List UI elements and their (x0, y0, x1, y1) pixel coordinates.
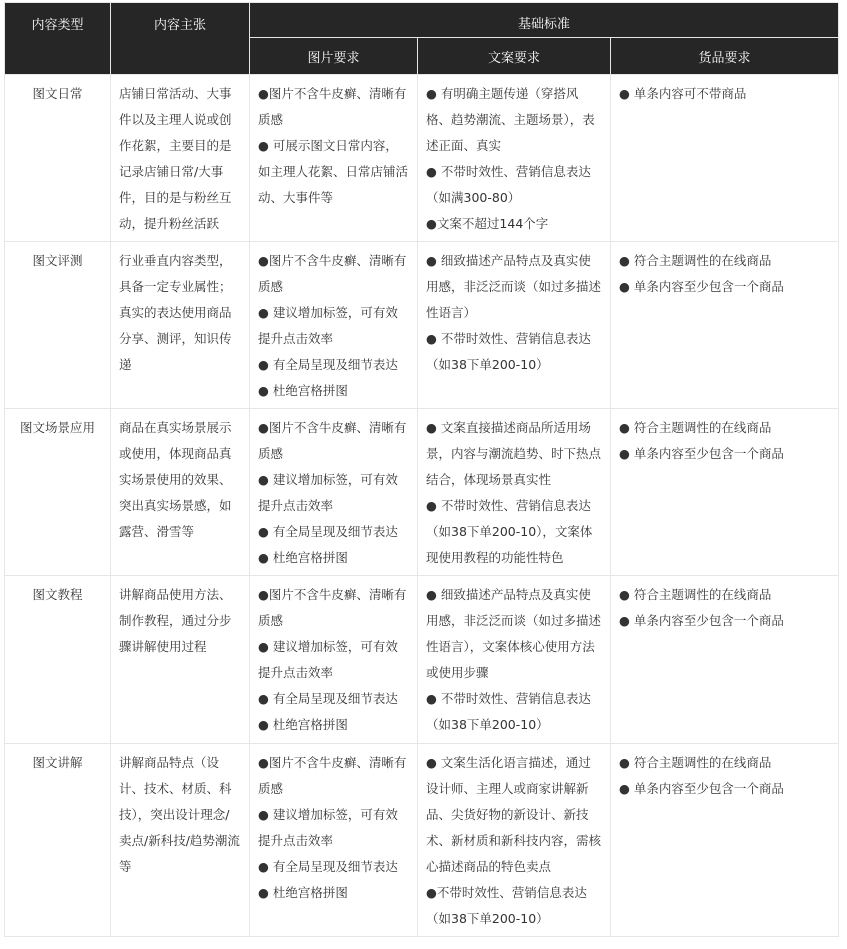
requirement-item: ● 文案直接描述商品所适用场景，内容与潮流趋势、时下热点结合，体现场景真实性 (426, 420, 602, 487)
content-claim-cell: 商品在真实场景展示或使用，体现商品真实场景使用的效果、突出真实场景感，如露营、滑雪等 (111, 409, 250, 576)
requirement-item: ● 单条内容至少包含一个商品 (619, 613, 784, 628)
header-copy-requirements: 文案要求 (418, 38, 611, 75)
requirement-item: ● 单条内容至少包含一个商品 (619, 446, 784, 461)
header-basic-standard: 基础标准 (250, 3, 839, 38)
image-requirements-cell (250, 744, 418, 937)
content-type-cell: 图文教程 (5, 576, 111, 744)
requirement-item: ● 不带时效性、营销信息表达（如满300-80） (426, 164, 591, 205)
requirement-item: ● 建议增加标签，可有效提升点击效率 (258, 807, 398, 848)
copy-requirements-cell (418, 409, 611, 576)
goods-requirements-cell (611, 409, 839, 576)
requirement-item: ●图片不含牛皮癣、清晰有质感 (258, 86, 407, 127)
content-standards-table (4, 2, 839, 937)
table-row (5, 75, 839, 242)
requirement-item: ● 杜绝宫格拼图 (258, 885, 348, 900)
goods-requirements-cell (611, 75, 839, 242)
requirement-item: ●图片不含牛皮癣、清晰有质感 (258, 755, 407, 796)
content-claim-cell: 讲解商品使用方法、制作教程，通过分步骤讲解使用过程 (111, 576, 250, 744)
requirement-item: ● 细致描述产品特点及真实使用感，非泛泛而谈（如过多描述性语言） (426, 253, 602, 320)
requirement-item: ● 符合主题调性的在线商品 (619, 587, 772, 602)
requirement-item: ● 有全局呈现及细节表达 (258, 357, 398, 372)
requirement-item: ● 杜绝宫格拼图 (258, 383, 348, 398)
image-requirements-cell (250, 75, 418, 242)
copy-requirements-cell (418, 744, 611, 937)
copy-requirements-cell (418, 576, 611, 744)
requirement-item: ● 不带时效性、营销信息表达（如38下单200-10） (426, 331, 591, 372)
goods-requirements-cell (611, 242, 839, 409)
requirement-item: ●图片不含牛皮癣、清晰有质感 (258, 420, 407, 461)
requirement-item: ●图片不含牛皮癣、清晰有质感 (258, 253, 407, 294)
table-row (5, 744, 839, 937)
content-standards-table-container (4, 2, 839, 937)
header-image-requirements: 图片要求 (250, 38, 418, 75)
content-type-cell: 图文场景应用 (5, 409, 111, 576)
requirement-item: ● 单条内容可不带商品 (619, 86, 747, 101)
requirement-item: ● 单条内容至少包含一个商品 (619, 279, 784, 294)
copy-requirements-cell (418, 75, 611, 242)
image-requirements-cell (250, 409, 418, 576)
content-type-cell: 图文日常 (5, 75, 111, 242)
content-claim-cell: 讲解商品特点（设计、技术、材质、科技），突出设计理念/卖点/新科技/趋势潮流等 (111, 744, 250, 937)
table-row (5, 576, 839, 744)
header-content-claim: 内容主张 (111, 3, 250, 75)
header-content-type: 内容类型 (5, 3, 111, 75)
copy-requirements-cell (418, 242, 611, 409)
requirement-item: ● 不带时效性、营销信息表达（如38下单200-10），文案体现使用教程的功能性特色 (426, 498, 593, 565)
requirement-item: ● 杜绝宫格拼图 (258, 717, 348, 732)
requirement-item: ● 可展示图文日常内容，如主理人花絮、日常店铺活动、大事件等 (258, 138, 409, 205)
requirement-item: ● 文案生活化语言描述，通过设计师、主理人或商家讲解新品、尖货好物的新设计、新技术、新材质和新科技内容，需核心描述商品的特色卖点 (426, 755, 602, 874)
content-type-cell: 图文评测 (5, 242, 111, 409)
header-goods-requirements: 货品要求 (611, 38, 839, 75)
image-requirements-cell (250, 576, 418, 744)
table-row (5, 242, 839, 409)
requirement-item: ●图片不含牛皮癣、清晰有质感 (258, 587, 407, 628)
requirement-item: ● 单条内容至少包含一个商品 (619, 781, 784, 796)
table-header (5, 3, 839, 75)
requirement-item: ● 符合主题调性的在线商品 (619, 253, 772, 268)
requirement-item: ● 建议增加标签，可有效提升点击效率 (258, 472, 398, 513)
requirement-item: ● 建议增加标签，可有效提升点击效率 (258, 639, 398, 680)
content-type-cell: 图文讲解 (5, 744, 111, 937)
requirement-item: ● 有全局呈现及细节表达 (258, 524, 398, 539)
image-requirements-cell (250, 242, 418, 409)
goods-requirements-cell (611, 744, 839, 937)
requirement-item: ● 杜绝宫格拼图 (258, 550, 348, 565)
requirement-item: ● 符合主题调性的在线商品 (619, 420, 772, 435)
requirement-item: ● 符合主题调性的在线商品 (619, 755, 772, 770)
requirement-item: ● 有明确主题传递（穿搭风格、趋势潮流、主题场景），表述正面、真实 (426, 86, 595, 153)
content-claim-cell: 行业垂直内容类型，具备一定专业属性；真实的表达使用商品分享、测评，知识传递 (111, 242, 250, 409)
requirement-item: ●文案不超过144个字 (426, 216, 549, 231)
requirement-item: ● 有全局呈现及细节表达 (258, 691, 398, 706)
requirement-item: ●不带时效性、营销信息表达（如38下单200-10） (426, 885, 587, 926)
requirement-item: ● 有全局呈现及细节表达 (258, 859, 398, 874)
table-row (5, 409, 839, 576)
requirement-item: ● 建议增加标签，可有效提升点击效率 (258, 305, 398, 346)
table-body (5, 75, 839, 937)
content-claim-cell: 店铺日常活动、大事件以及主理人说或创作花絮，主要目的是记录店铺日常/大事件，目的是与粉丝互动，提升粉丝活跃 (111, 75, 250, 242)
requirement-item: ● 细致描述产品特点及真实使用感，非泛泛而谈（如过多描述性语言），文案体核心使用方法或使用步骤 (426, 587, 602, 680)
goods-requirements-cell (611, 576, 839, 744)
requirement-item: ● 不带时效性、营销信息表达（如38下单200-10） (426, 691, 591, 732)
